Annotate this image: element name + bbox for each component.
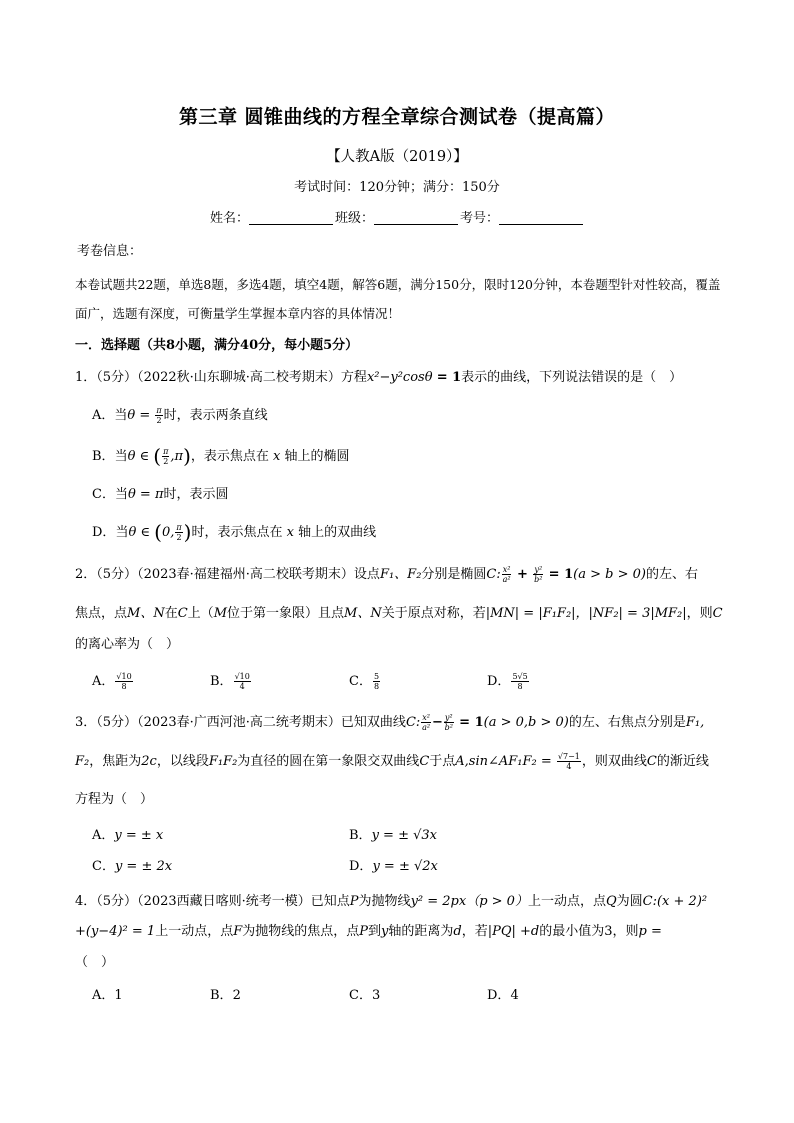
name-blank[interactable] [249,210,333,225]
name-label: 姓名： [210,211,250,226]
question-2-option-c[interactable]: C． $\frac{5}{8}$ [349,672,380,691]
question-1-stem: 1．（5分）（2022秋·山东聊城·高二校考期末）方程x²−y²cosθ = 1表示的曲线，下列说法错误的是（ ） [75,370,683,385]
question-1-option-a[interactable]: A．当θ = $\frac{\pi}{2}$ 时，表示两条直线 [92,406,268,425]
page-title: 第三章 圆锥曲线的方程全章综合测试卷（提高篇） [178,106,616,128]
question-3-line-3: 方程为（ ） [75,792,154,807]
question-2-line-1: 2．（5分）（2023春·福建福州·高二校联考期末）设点F₁、F₂分别是椭圆C: $\frac{\text{x²}}{\text{a²}}$ + $\frac{\text{y²}}{\text{b²}}$ = 1(a > b > 0)的左、右 [75,565,698,584]
question-4-line-3: （ ） [75,955,115,970]
question-4-line-1: 4．（5分）（2023西藏日喀则·统考一模）已知点P为抛物线y² = 2px（p > 0）上一动点，点Q为圆C:(x + 2)² [75,894,708,909]
question-3-option-d[interactable]: D．y = ± √2x [349,859,438,874]
student-info-fields [210,207,585,226]
question-3-option-a[interactable]: A．y = ± x [92,828,164,843]
question-2-option-b[interactable]: B． $\frac{√10}{4}$ [210,672,250,691]
question-2-line-3: 的离心率为（ ） [75,637,180,652]
question-3-line-2: F₂，焦距为2c，以线段F₁F₂为直径的圆在第一象限交双曲线C于点A,sin∠AF₁F₂ = $\frac{√7-1}{4}$ ，则双曲线C的渐近线 [75,752,709,771]
info-body: 本卷试题共22题，单选8题，多选4题，填空4题，解答6题，满分150分，限时120分钟，本卷题型针对性较高，覆盖面广，选题有深度，可衡量学生掌握本章内容的具体情况！ [75,277,721,321]
info-heading: 考卷信息： [77,244,143,259]
question-3-option-c[interactable]: C．y = ± 2x [92,859,173,874]
question-4-option-a[interactable]: A．1 [92,988,123,1003]
question-2-option-a[interactable]: A． $\frac{√10}{8}$ [92,672,132,691]
section-heading: 一．选择题（共8小题，满分40分，每小题5分） [75,338,359,353]
class-blank[interactable] [374,210,458,225]
class-label: 班级： [335,211,375,226]
question-4-line-2: +(y−4)² = 1上一动点，点F为抛物线的焦点，点P到y轴的距离为d，若|PQ| +d的最小值为3，则p = [75,924,662,939]
question-1-option-d[interactable]: D．当θ ∈ (0, $\frac{\pi}{2}$ )时，表示焦点在 x 轴上的双曲线 [92,520,377,544]
id-label: 考号： [460,211,500,226]
question-4-option-b[interactable]: B．2 [210,988,241,1003]
exam-timing: 考试时间：120分钟；满分：150分 [294,180,500,195]
edition-label: 【人教A版（2019）】 [326,149,468,165]
question-2-line-2: 焦点，点M、N在C上（M位于第一象限）且点M、N关于原点对称，若|MN| = |F₁F₂|，|NF₂| = 3|MF₂|，则C [75,606,723,621]
question-1-option-c[interactable]: C．当θ = π时，表示圆 [92,487,229,502]
question-2-option-d[interactable]: D． $\frac{5√5}{8}$ [487,672,528,691]
id-blank[interactable] [499,210,583,225]
equation: x²−y²cosθ = 1 [366,370,462,385]
question-3-line-1: 3．（5分）（2023春·广西河池·高二统考期末）已知双曲线C: $\frac{\text{x²}}{\text{a²}}$ − $\frac{\text{y²}}{\text{b²}}$ = 1(a > 0,b > 0)的左、右焦点分别是F₁, [75,713,705,732]
question-3-option-b[interactable]: B．y = ± √3x [349,828,437,843]
question-4-option-c[interactable]: C．3 [349,988,381,1003]
question-4-option-d[interactable]: D．4 [487,988,519,1003]
question-1-option-b[interactable]: B．当θ ∈ ( $\frac{\pi}{2}$ ,π)，表示焦点在 x 轴上的椭圆 [92,444,350,468]
